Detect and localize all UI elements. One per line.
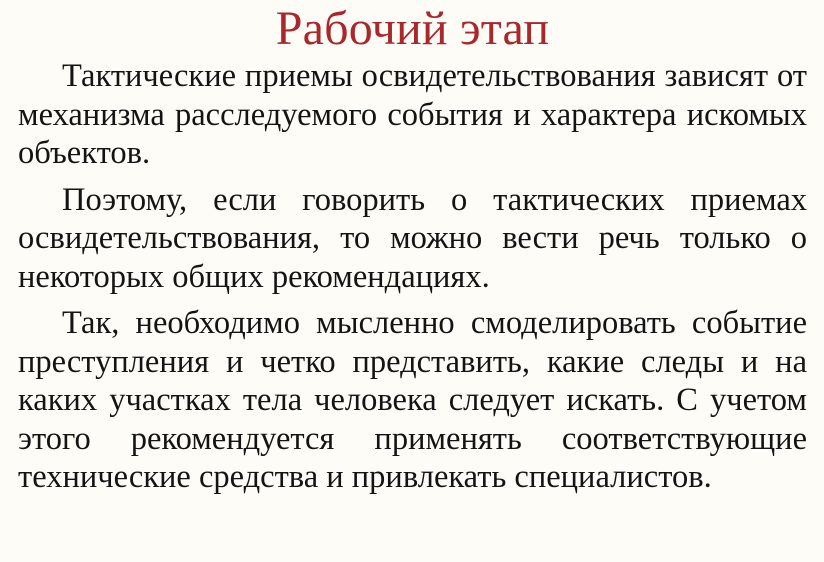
- paragraph-1: Тактические приемы освидетельствования зависят от механизма расследуемого события и характера искомых объектов.: [18, 58, 807, 171]
- paragraph-2: Поэтому, если говорить о тактических приемах освидетельствования, то можно вести речь только о некоторых общих рекомендациях.: [18, 181, 807, 295]
- slide-title: Рабочий этап: [275, 2, 550, 55]
- paragraph-3: Так, необходимо мысленно смоделировать событие преступления и четко представить, какие следы и на каких участках тела человека следует искать. С учетом этого рекомендуется применять соответствующие технические средства и привлекать специалистов.: [18, 305, 807, 495]
- slide-body: [18, 57, 807, 497]
